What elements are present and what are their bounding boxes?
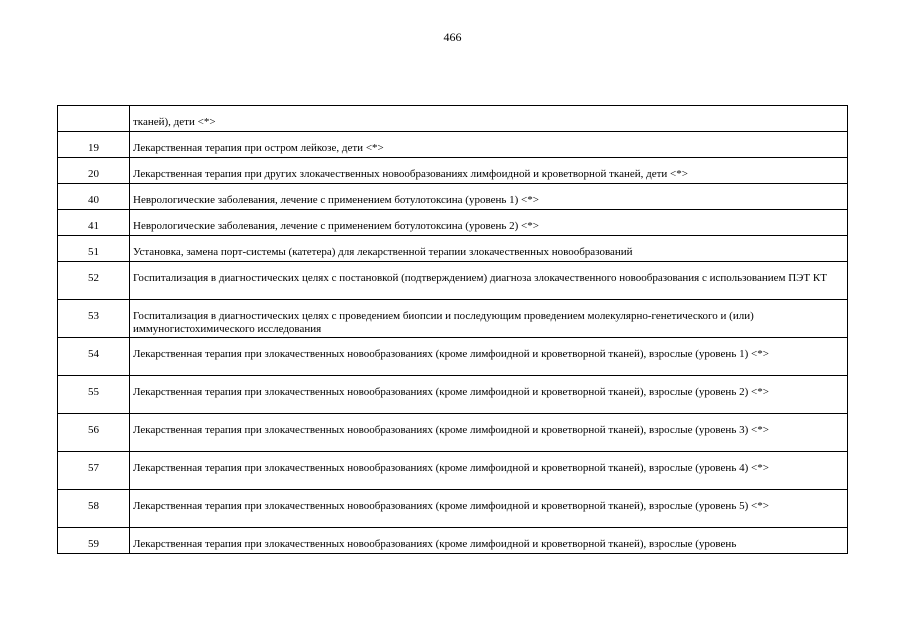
- table-row: [58, 132, 848, 158]
- row-number-cell: 55: [58, 376, 130, 414]
- table-row: [58, 106, 848, 132]
- table-row: [58, 452, 848, 490]
- row-description-cell: Установка, замена порт-системы (катетера) для лекарственной терапии злокачественных новообразований: [130, 236, 848, 262]
- row-number-cell: 54: [58, 338, 130, 376]
- row-description-cell: тканей), дети <*>: [130, 106, 848, 132]
- row-description-cell: Неврологические заболевания, лечение с применением ботулотоксина (уровень 1) <*>: [130, 184, 848, 210]
- row-number-cell: 20: [58, 158, 130, 184]
- row-number-cell: 51: [58, 236, 130, 262]
- row-description-cell: Лекарственная терапия при злокачественных новообразованиях (кроме лимфоидной и кроветворной тканей), взрослые (уровень 3) <*>: [130, 414, 848, 452]
- row-number-cell: 52: [58, 262, 130, 300]
- table-row: [58, 210, 848, 236]
- table-row: [58, 158, 848, 184]
- row-number-cell: 57: [58, 452, 130, 490]
- row-number-cell: 56: [58, 414, 130, 452]
- row-number-cell: 53: [58, 300, 130, 338]
- table-row: [58, 490, 848, 528]
- row-description-cell: Лекарственная терапия при других злокачественных новообразованиях лимфоидной и кроветворной тканей, дети <*>: [130, 158, 848, 184]
- row-number-cell: 59: [58, 528, 130, 554]
- row-number-cell: 58: [58, 490, 130, 528]
- table-row: [58, 338, 848, 376]
- row-number-cell: 19: [58, 132, 130, 158]
- row-description-cell: Лекарственная терапия при остром лейкозе, дети <*>: [130, 132, 848, 158]
- row-description-cell: Госпитализация в диагностических целях с проведением биопсии и последующим проведением молекулярно-генетического и (или) иммуногистохимического исследования: [130, 300, 848, 338]
- row-description-cell: Госпитализация в диагностических целях с постановкой (подтверждением) диагноза злокачественного новообразования с использованием ПЭТ КТ: [130, 262, 848, 300]
- table-row: [58, 414, 848, 452]
- table-row: [58, 236, 848, 262]
- row-description-cell: Лекарственная терапия при злокачественных новообразованиях (кроме лимфоидной и кроветворной тканей), взрослые (уровень: [130, 528, 848, 554]
- row-number-cell: [58, 106, 130, 132]
- row-description-cell: Неврологические заболевания, лечение с применением ботулотоксина (уровень 2) <*>: [130, 210, 848, 236]
- table-row: [58, 300, 848, 338]
- row-description-cell: Лекарственная терапия при злокачественных новообразованиях (кроме лимфоидной и кроветворной тканей), взрослые (уровень 2) <*>: [130, 376, 848, 414]
- row-number-cell: 40: [58, 184, 130, 210]
- document-table: [57, 105, 848, 554]
- row-description-cell: Лекарственная терапия при злокачественных новообразованиях (кроме лимфоидной и кроветворной тканей), взрослые (уровень 4) <*>: [130, 452, 848, 490]
- table-row: [58, 528, 848, 554]
- table-body: [58, 106, 848, 554]
- table-row: [58, 184, 848, 210]
- table-row: [58, 262, 848, 300]
- row-number-cell: 41: [58, 210, 130, 236]
- row-description-cell: Лекарственная терапия при злокачественных новообразованиях (кроме лимфоидной и кроветворной тканей), взрослые (уровень 5) <*>: [130, 490, 848, 528]
- table-row: [58, 376, 848, 414]
- row-description-cell: Лекарственная терапия при злокачественных новообразованиях (кроме лимфоидной и кроветворной тканей), взрослые (уровень 1) <*>: [130, 338, 848, 376]
- page-number: 466: [443, 30, 462, 44]
